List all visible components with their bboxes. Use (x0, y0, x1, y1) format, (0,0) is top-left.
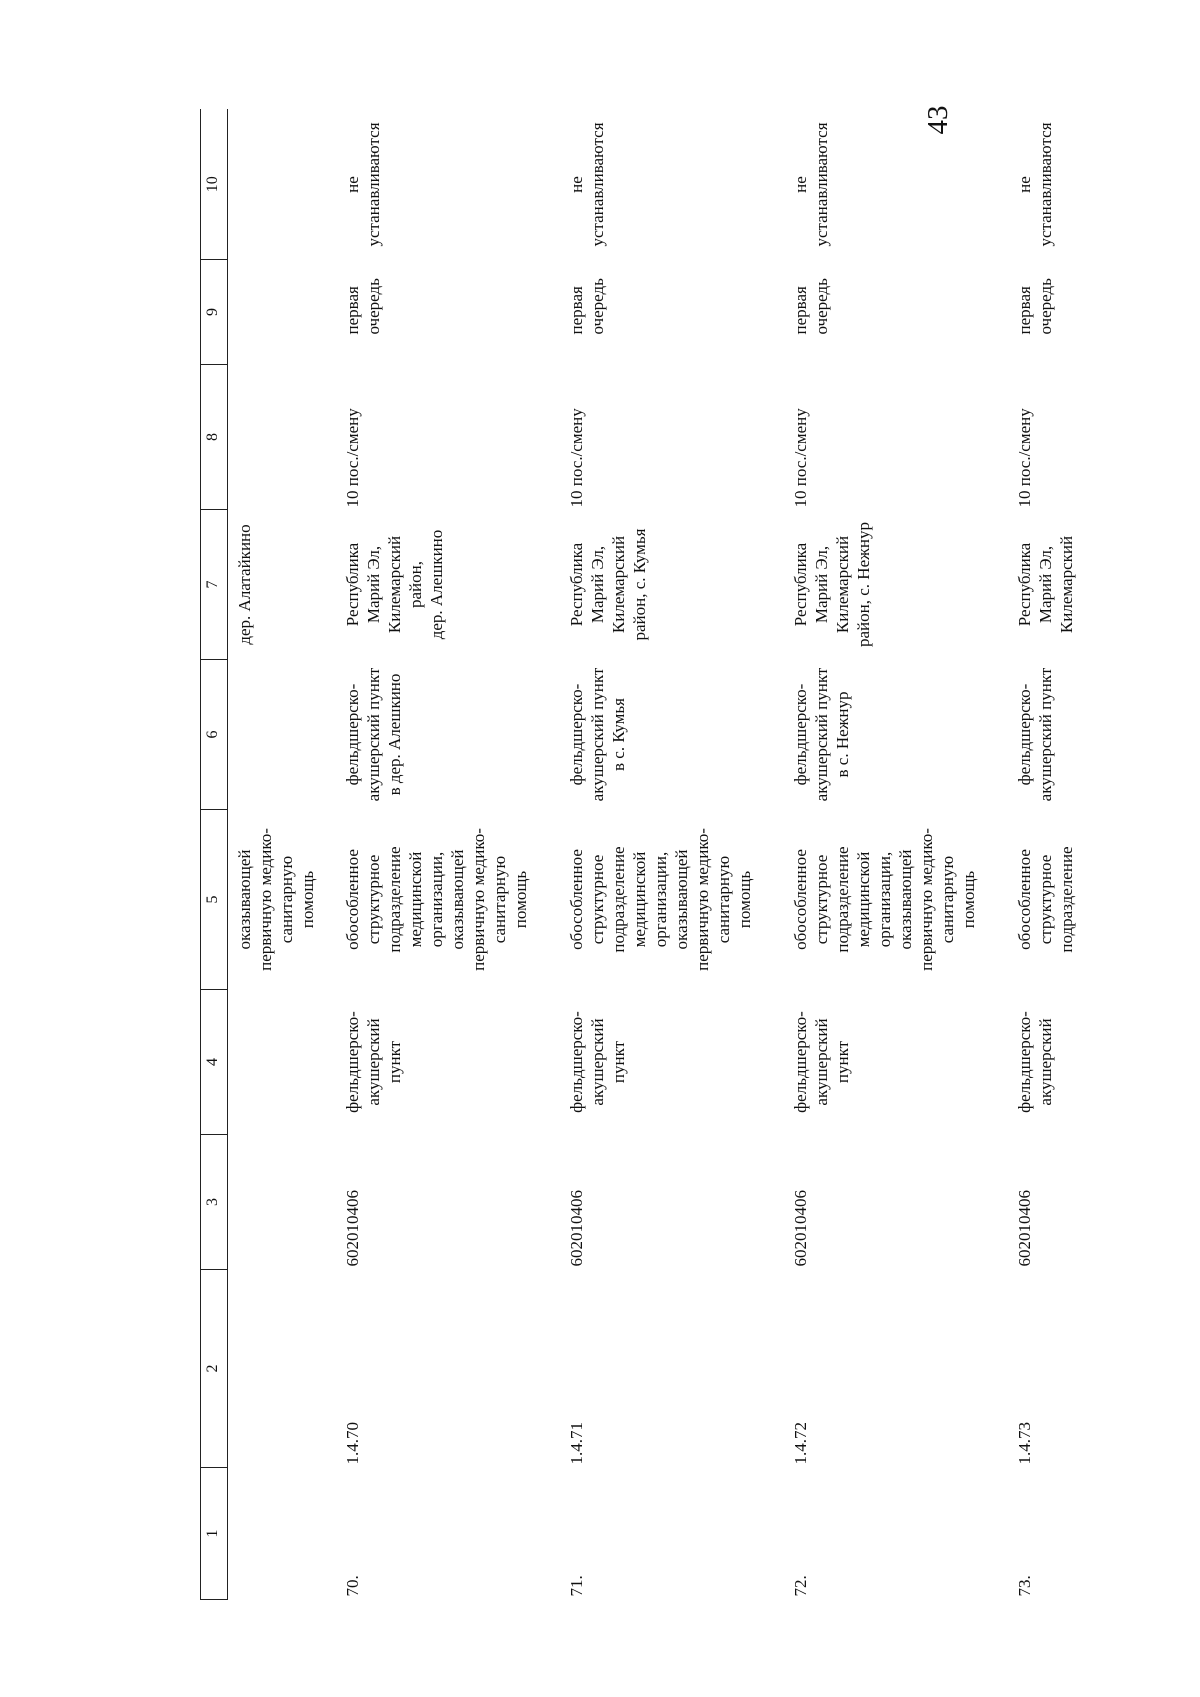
okpo-code: 602010406 (1015, 1190, 1034, 1267)
facility-status: обособленное структурное подразделение медицинской организации, оказывающей первичную медико- санитарную помощь (343, 828, 530, 971)
continued-status-cell: оказывающей первичную медико- санитарную помощь (235, 828, 317, 971)
facility-name: фельдшерско- акушерский пункт в дер. Алешкино (343, 667, 404, 802)
registry-code: 1.4.70 (343, 1422, 362, 1465)
okpo-code: 602010406 (791, 1190, 810, 1267)
header-cell: 4 (201, 990, 228, 1135)
row-number: 73. (1015, 1575, 1034, 1597)
facility-type: фельдшерско- акушерский пункт (567, 1011, 628, 1113)
table-row (338, 110, 562, 1600)
header-cell: 10 (201, 110, 228, 260)
row-number: 72. (791, 1575, 810, 1597)
facility-status: обособленное структурное подразделение медицинской организации, оказывающей первичную медико- санитарную помощь (567, 828, 754, 971)
header-cell: 3 (201, 1135, 228, 1270)
facility-limits: не устанавливаются (791, 122, 831, 247)
facility-name: фельдшерско- акушерский пункт в с. Нежнур (791, 667, 852, 802)
okpo-code: 602010406 (343, 1190, 362, 1267)
facility-capacity: 10 пос./смену (791, 408, 810, 508)
facility-status: обособленное структурное подразделение медицинской организации, оказывающей первичную медико- санитарную помощь (791, 828, 978, 971)
facility-address: Республика Марий Эл, Килемарский (1015, 535, 1076, 634)
facility-address: Республика Марий Эл, Килемарский район, дер. Алешкино (343, 529, 446, 640)
header-cell: 8 (201, 365, 228, 510)
facility-address: Республика Марий Эл, Килемарский район, с. Нежнур (791, 522, 873, 647)
facility-queue: первая очередь (567, 278, 607, 335)
header-cell: 2 (201, 1270, 228, 1468)
facility-limits: не устанавливаются (567, 122, 607, 247)
row-number: 71. (567, 1575, 586, 1597)
table-row (786, 110, 1010, 1600)
header-cell: 6 (201, 660, 228, 810)
facilities-table (200, 110, 1200, 1601)
table-row (1010, 110, 1200, 1600)
facility-limits: не устанавливаются (343, 122, 383, 247)
facility-queue: первая очередь (791, 278, 831, 335)
facility-limits: не устанавливаются (1015, 122, 1055, 247)
facility-name: фельдшерско- акушерский пункт в с. Кумья (567, 667, 628, 802)
facility-capacity: 10 пос./смену (343, 408, 362, 508)
header-cell: 5 (201, 810, 228, 990)
facility-capacity: 10 пос./смену (567, 408, 586, 508)
facility-address: Республика Марий Эл, Килемарский район, с. Кумья (567, 528, 649, 641)
facility-name: фельдшерско- акушерский пункт (1015, 667, 1055, 802)
facility-queue: первая очередь (343, 278, 383, 335)
facility-queue: первая очередь (1015, 278, 1055, 335)
registry-code: 1.4.71 (567, 1422, 586, 1465)
facility-type: фельдшерско- акушерский пункт (343, 1011, 404, 1113)
facility-capacity: 10 пос./смену (1015, 408, 1034, 508)
facility-status: обособленное структурное подразделение (1015, 846, 1076, 953)
table-row (562, 110, 786, 1600)
page-number: 43 (921, 105, 954, 135)
registry-code: 1.4.72 (791, 1422, 810, 1465)
okpo-code: 602010406 (567, 1190, 586, 1267)
column-number-header (201, 110, 228, 1600)
header-cell: 1 (201, 1468, 228, 1600)
header-cell: 9 (201, 260, 228, 365)
continuation-row (228, 110, 339, 1600)
facility-type: фельдшерско- акушерский (1015, 1011, 1055, 1113)
continued-address-cell: дер. Алатайкино (235, 524, 254, 645)
facility-type: фельдшерско- акушерский пункт (791, 1011, 852, 1113)
registry-code: 1.4.73 (1015, 1422, 1034, 1465)
rotated-table-container (200, 110, 1200, 1600)
row-number: 70. (343, 1575, 362, 1597)
header-cell: 7 (201, 510, 228, 660)
